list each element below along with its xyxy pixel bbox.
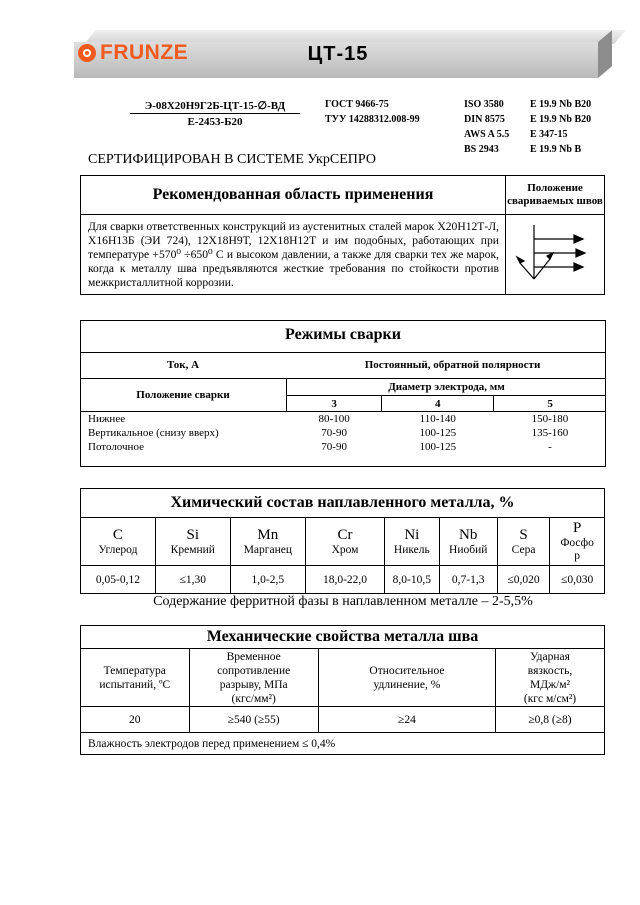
element-header: C Углерод xyxy=(81,518,156,566)
elongation-header: Относительное удлинение, % xyxy=(318,649,495,707)
weld-position-diagram xyxy=(506,215,605,295)
element-value: 1,0-2,5 xyxy=(230,566,305,594)
table-row xyxy=(81,566,605,594)
brand-logo xyxy=(77,42,188,64)
std-code: E 19.9 Nb B xyxy=(530,144,582,155)
impact-value: ≥0,8 (≥8) xyxy=(496,707,605,733)
table-row xyxy=(80,412,606,427)
current-range: 135-160 xyxy=(531,427,569,439)
chemistry-title: Химический состав наплавленного металла, % xyxy=(81,489,605,518)
national-standards xyxy=(325,97,420,127)
temperature-value: 20 xyxy=(81,707,190,733)
current-value: Постоянный, обратной полярности xyxy=(364,359,541,371)
current-label: Ток, А xyxy=(166,359,200,371)
current-range: 80-100 xyxy=(318,413,350,425)
std-name: DIN 8575 xyxy=(464,114,505,125)
mechanical-title: Механические свойства металла шва xyxy=(81,626,605,649)
element-value: ≤0,020 xyxy=(497,566,549,594)
std-code: E 19.9 Nb B20 xyxy=(530,99,592,110)
certification-text: СЕРТИФИЦИРОВАН В СИСТЕМЕ УкрСЕПРО xyxy=(88,152,376,167)
element-value: ≤0,030 xyxy=(550,566,605,594)
element-value: ≤1,30 xyxy=(155,566,230,594)
temperature-header: Температура испытаний, ºС xyxy=(81,649,190,707)
element-value: 0,05-0,12 xyxy=(81,566,156,594)
divider xyxy=(80,352,606,353)
diameter-5: 5 xyxy=(494,396,606,412)
element-header: Nb Ниобий xyxy=(439,518,497,566)
current-range: 100-125 xyxy=(419,427,457,439)
std-name: ISO 3580 xyxy=(464,99,504,110)
current-range: - xyxy=(548,441,552,453)
international-codes xyxy=(530,97,591,157)
element-header: P Фосфо р xyxy=(550,518,605,566)
product-name: ЦТ-15 xyxy=(307,43,369,65)
table-row xyxy=(81,707,605,733)
element-header: Mn Марганец xyxy=(230,518,305,566)
weld-arrows-icon xyxy=(506,215,604,289)
position-header: Положение свариваемых швов xyxy=(506,176,605,215)
std-code: E 347-15 xyxy=(530,129,568,140)
element-value: 8,0-10,5 xyxy=(385,566,439,594)
table-row xyxy=(80,426,606,440)
element-header: S Сера xyxy=(497,518,549,566)
impact-header: Ударная вязкость, МДж/м² (кгс м/см²) xyxy=(496,649,605,707)
element-header: Cr Хром xyxy=(305,518,384,566)
current-range: 110-140 xyxy=(419,413,456,425)
diameter-label: Диаметр электрода, мм xyxy=(287,379,607,396)
std-code: E 19.9 Nb B20 xyxy=(530,114,592,125)
welding-modes-table xyxy=(80,378,606,454)
current-range: 100-125 xyxy=(419,441,457,453)
diameter-4: 4 xyxy=(382,396,494,412)
international-standards xyxy=(464,97,509,157)
designation-main: Э-08Х20Н9Г2Б-ЦТ-15-∅-ВД xyxy=(130,99,300,114)
strength-header: Временное сопротивление разрыву, МПа (кгс/мм²) xyxy=(189,649,318,707)
element-header: Ni Никель xyxy=(385,518,439,566)
std-name: AWS A 5.5 xyxy=(464,129,510,140)
mechanical-table xyxy=(80,625,605,755)
element-value: 0,7-1,3 xyxy=(439,566,497,594)
element-header: Si Кремний xyxy=(155,518,230,566)
application-text: Для сварки ответственных конструкций из аустенитных сталей марок Х20Н12Т-Л, Х16Н13Б (ЭИ 724), 12Х18Н9Т, 12Х18Н12Т и им подобных, работающих при температуре +570⁰ ÷650⁰ С и высоком давлении, а также для сварки тех же марок, когда к металлу шва предъявляются жесткие требования по стойкости против межкристаллитной коррозии. xyxy=(81,215,506,295)
application-title: Рекомендованная область применения xyxy=(81,176,506,215)
gear-logo-icon xyxy=(77,43,97,63)
standard-gost: ГОСТ 9466-75 xyxy=(325,99,389,110)
position-name: Вертикальное (снизу вверх) xyxy=(88,427,219,439)
standard-tuu: ТУУ 14288312.008-99 xyxy=(325,114,420,125)
position-label: Положение сварки xyxy=(80,379,287,412)
element-value: 18,0-22,0 xyxy=(305,566,384,594)
table-row xyxy=(80,440,606,454)
current-range: 150-180 xyxy=(531,413,569,425)
strength-value: ≥540 (≥55) xyxy=(189,707,318,733)
diameter-3: 3 xyxy=(287,396,382,412)
humidity-note: Влажность электродов перед применением ≤ 0,4% xyxy=(81,733,605,755)
current-range: 70-90 xyxy=(321,427,347,439)
position-name: Потолочное xyxy=(88,441,144,453)
welding-modes-title: Режимы сварки xyxy=(285,326,401,343)
current-range: 70-90 xyxy=(321,441,347,453)
chemistry-table xyxy=(80,488,605,594)
designation-sub: Е-2453-Б20 xyxy=(187,116,243,128)
ferrite-note: Содержание ферритной фазы в наплавленном металле – 2-5,5% xyxy=(153,594,533,609)
position-name: Нижнее xyxy=(88,413,126,425)
elongation-value: ≥24 xyxy=(318,707,495,733)
brand-name: FRUNZE xyxy=(100,41,189,64)
std-name: BS 2943 xyxy=(464,144,499,155)
application-table xyxy=(80,175,605,295)
